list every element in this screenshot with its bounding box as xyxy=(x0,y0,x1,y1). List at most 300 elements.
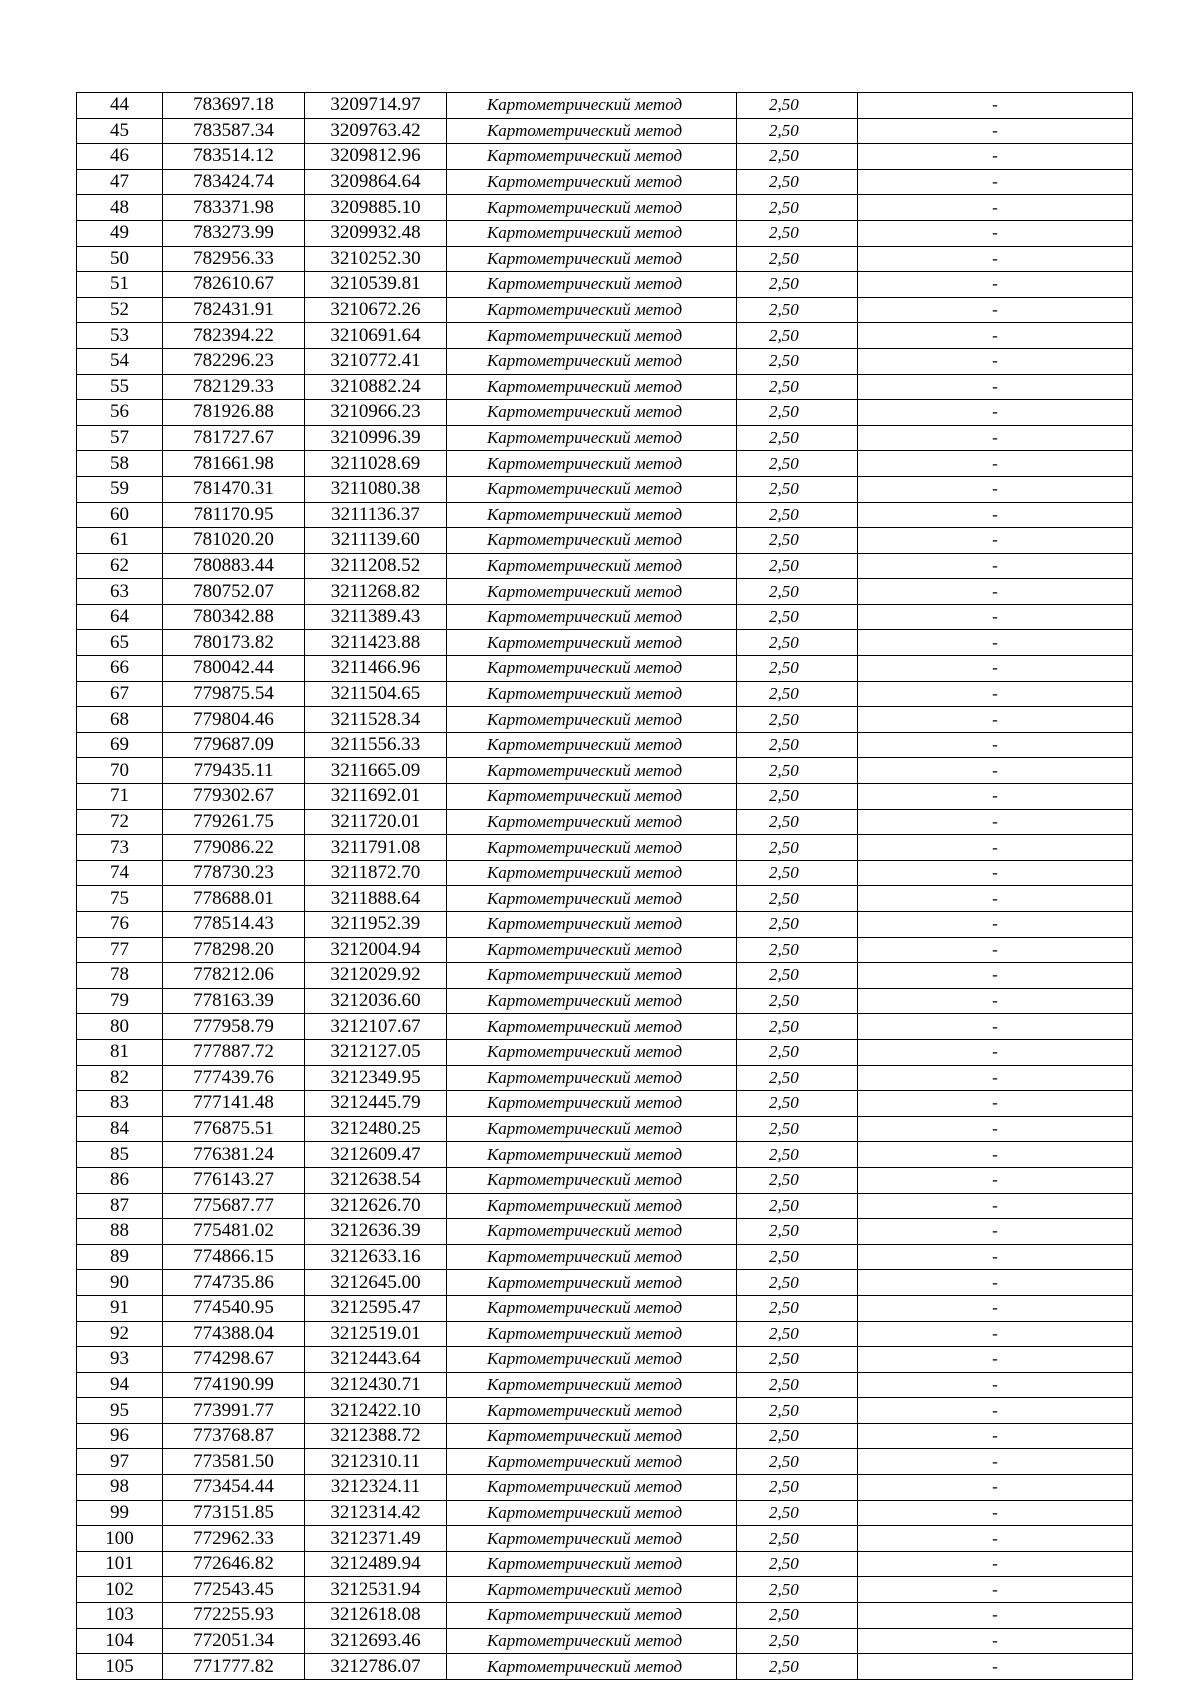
method-cell: Картометрический метод xyxy=(447,348,737,374)
accuracy-cell: 2,50 xyxy=(737,553,858,579)
x-coordinate-cell: 777439.76 xyxy=(163,1065,305,1091)
point-number-cell: 89 xyxy=(77,1244,163,1270)
point-number-cell: 101 xyxy=(77,1551,163,1577)
note-cell: - xyxy=(858,93,1133,119)
note-cell: - xyxy=(858,963,1133,989)
note-cell: - xyxy=(858,732,1133,758)
accuracy-cell: 2,50 xyxy=(737,630,858,656)
note-cell: - xyxy=(858,1423,1133,1449)
y-coordinate-cell: 3212445.79 xyxy=(305,1091,447,1117)
point-number-cell: 76 xyxy=(77,912,163,938)
y-coordinate-cell: 3211028.69 xyxy=(305,451,447,477)
accuracy-cell: 2,50 xyxy=(737,425,858,451)
table-row xyxy=(77,1167,1133,1193)
y-coordinate-cell: 3212430.71 xyxy=(305,1372,447,1398)
point-number-cell: 60 xyxy=(77,502,163,528)
point-number-cell: 45 xyxy=(77,118,163,144)
x-coordinate-cell: 777887.72 xyxy=(163,1039,305,1065)
note-cell: - xyxy=(858,1270,1133,1296)
point-number-cell: 91 xyxy=(77,1295,163,1321)
method-cell: Картометрический метод xyxy=(447,1475,737,1501)
method-cell: Картометрический метод xyxy=(447,528,737,554)
x-coordinate-cell: 778730.23 xyxy=(163,860,305,886)
x-coordinate-cell: 777141.48 xyxy=(163,1091,305,1117)
method-cell: Картометрический метод xyxy=(447,1321,737,1347)
note-cell: - xyxy=(858,1091,1133,1117)
y-coordinate-cell: 3211720.01 xyxy=(305,809,447,835)
y-coordinate-cell: 3211389.43 xyxy=(305,604,447,630)
accuracy-cell: 2,50 xyxy=(737,1244,858,1270)
accuracy-cell: 2,50 xyxy=(737,912,858,938)
note-cell: - xyxy=(858,707,1133,733)
point-number-cell: 82 xyxy=(77,1065,163,1091)
table-row xyxy=(77,118,1133,144)
x-coordinate-cell: 782394.22 xyxy=(163,323,305,349)
method-cell: Картометрический метод xyxy=(447,1039,737,1065)
point-number-cell: 46 xyxy=(77,144,163,170)
x-coordinate-cell: 772543.45 xyxy=(163,1577,305,1603)
method-cell: Картометрический метод xyxy=(447,1423,737,1449)
accuracy-cell: 2,50 xyxy=(737,1270,858,1296)
accuracy-cell: 2,50 xyxy=(737,937,858,963)
note-cell: - xyxy=(858,348,1133,374)
note-cell: - xyxy=(858,1244,1133,1270)
point-number-cell: 56 xyxy=(77,400,163,426)
y-coordinate-cell: 3211139.60 xyxy=(305,528,447,554)
point-number-cell: 57 xyxy=(77,425,163,451)
x-coordinate-cell: 778212.06 xyxy=(163,963,305,989)
note-cell: - xyxy=(858,1398,1133,1424)
point-number-cell: 96 xyxy=(77,1423,163,1449)
method-cell: Картометрический метод xyxy=(447,220,737,246)
note-cell: - xyxy=(858,323,1133,349)
table-row xyxy=(77,1270,1133,1296)
x-coordinate-cell: 782129.33 xyxy=(163,374,305,400)
note-cell: - xyxy=(858,451,1133,477)
note-cell: - xyxy=(858,809,1133,835)
x-coordinate-cell: 779875.54 xyxy=(163,681,305,707)
y-coordinate-cell: 3212422.10 xyxy=(305,1398,447,1424)
accuracy-cell: 2,50 xyxy=(737,1295,858,1321)
table-row xyxy=(77,374,1133,400)
point-number-cell: 92 xyxy=(77,1321,163,1347)
x-coordinate-cell: 782296.23 xyxy=(163,348,305,374)
x-coordinate-cell: 773454.44 xyxy=(163,1475,305,1501)
y-coordinate-cell: 3212645.00 xyxy=(305,1270,447,1296)
accuracy-cell: 2,50 xyxy=(737,1475,858,1501)
x-coordinate-cell: 772646.82 xyxy=(163,1551,305,1577)
note-cell: - xyxy=(858,579,1133,605)
accuracy-cell: 2,50 xyxy=(737,1423,858,1449)
y-coordinate-cell: 3209932.48 xyxy=(305,220,447,246)
note-cell: - xyxy=(858,1167,1133,1193)
y-coordinate-cell: 3211872.70 xyxy=(305,860,447,886)
x-coordinate-cell: 779435.11 xyxy=(163,758,305,784)
table-row xyxy=(77,272,1133,298)
method-cell: Картометрический метод xyxy=(447,835,737,861)
point-number-cell: 87 xyxy=(77,1193,163,1219)
y-coordinate-cell: 3210672.26 xyxy=(305,297,447,323)
y-coordinate-cell: 3211665.09 xyxy=(305,758,447,784)
method-cell: Картометрический метод xyxy=(447,1372,737,1398)
note-cell: - xyxy=(858,1577,1133,1603)
point-number-cell: 47 xyxy=(77,169,163,195)
point-number-cell: 67 xyxy=(77,681,163,707)
point-number-cell: 65 xyxy=(77,630,163,656)
x-coordinate-cell: 773768.87 xyxy=(163,1423,305,1449)
table-row xyxy=(77,1142,1133,1168)
y-coordinate-cell: 3212314.42 xyxy=(305,1500,447,1526)
point-number-cell: 69 xyxy=(77,732,163,758)
note-cell: - xyxy=(858,1065,1133,1091)
y-coordinate-cell: 3212633.16 xyxy=(305,1244,447,1270)
note-cell: - xyxy=(858,656,1133,682)
x-coordinate-cell: 781926.88 xyxy=(163,400,305,426)
table-row xyxy=(77,860,1133,886)
accuracy-cell: 2,50 xyxy=(737,348,858,374)
point-number-cell: 54 xyxy=(77,348,163,374)
y-coordinate-cell: 3211888.64 xyxy=(305,886,447,912)
point-number-cell: 86 xyxy=(77,1167,163,1193)
y-coordinate-cell: 3212310.11 xyxy=(305,1449,447,1475)
x-coordinate-cell: 779086.22 xyxy=(163,835,305,861)
note-cell: - xyxy=(858,886,1133,912)
method-cell: Картометрический метод xyxy=(447,1603,737,1629)
method-cell: Картометрический метод xyxy=(447,93,737,119)
point-number-cell: 48 xyxy=(77,195,163,221)
method-cell: Картометрический метод xyxy=(447,1526,737,1552)
point-number-cell: 73 xyxy=(77,835,163,861)
note-cell: - xyxy=(858,272,1133,298)
accuracy-cell: 2,50 xyxy=(737,809,858,835)
method-cell: Картометрический метод xyxy=(447,400,737,426)
x-coordinate-cell: 776143.27 xyxy=(163,1167,305,1193)
point-number-cell: 77 xyxy=(77,937,163,963)
y-coordinate-cell: 3212489.94 xyxy=(305,1551,447,1577)
accuracy-cell: 2,50 xyxy=(737,323,858,349)
table-row xyxy=(77,220,1133,246)
point-number-cell: 51 xyxy=(77,272,163,298)
y-coordinate-cell: 3212388.72 xyxy=(305,1423,447,1449)
accuracy-cell: 2,50 xyxy=(737,1654,858,1680)
note-cell: - xyxy=(858,144,1133,170)
method-cell: Картометрический метод xyxy=(447,912,737,938)
table-row xyxy=(77,886,1133,912)
accuracy-cell: 2,50 xyxy=(737,400,858,426)
point-number-cell: 62 xyxy=(77,553,163,579)
x-coordinate-cell: 779687.09 xyxy=(163,732,305,758)
note-cell: - xyxy=(858,1475,1133,1501)
accuracy-cell: 2,50 xyxy=(737,1065,858,1091)
coordinates-table xyxy=(76,92,1133,1680)
accuracy-cell: 2,50 xyxy=(737,1372,858,1398)
method-cell: Картометрический метод xyxy=(447,860,737,886)
table-row xyxy=(77,681,1133,707)
accuracy-cell: 2,50 xyxy=(737,656,858,682)
x-coordinate-cell: 780752.07 xyxy=(163,579,305,605)
point-number-cell: 75 xyxy=(77,886,163,912)
accuracy-cell: 2,50 xyxy=(737,1526,858,1552)
y-coordinate-cell: 3212531.94 xyxy=(305,1577,447,1603)
method-cell: Картометрический метод xyxy=(447,1142,737,1168)
x-coordinate-cell: 771777.82 xyxy=(163,1654,305,1680)
point-number-cell: 78 xyxy=(77,963,163,989)
method-cell: Картометрический метод xyxy=(447,1193,737,1219)
method-cell: Картометрический метод xyxy=(447,784,737,810)
accuracy-cell: 2,50 xyxy=(737,1449,858,1475)
table-row xyxy=(77,1603,1133,1629)
note-cell: - xyxy=(858,169,1133,195)
x-coordinate-cell: 773581.50 xyxy=(163,1449,305,1475)
x-coordinate-cell: 781727.67 xyxy=(163,425,305,451)
method-cell: Картометрический метод xyxy=(447,630,737,656)
accuracy-cell: 2,50 xyxy=(737,758,858,784)
accuracy-cell: 2,50 xyxy=(737,93,858,119)
table-row xyxy=(77,630,1133,656)
note-cell: - xyxy=(858,758,1133,784)
table-row xyxy=(77,579,1133,605)
table-row xyxy=(77,1244,1133,1270)
note-cell: - xyxy=(858,374,1133,400)
table-row xyxy=(77,425,1133,451)
point-number-cell: 103 xyxy=(77,1603,163,1629)
method-cell: Картометрический метод xyxy=(447,963,737,989)
method-cell: Картометрический метод xyxy=(447,1347,737,1373)
table-row xyxy=(77,937,1133,963)
table-row xyxy=(77,784,1133,810)
y-coordinate-cell: 3209864.64 xyxy=(305,169,447,195)
point-number-cell: 70 xyxy=(77,758,163,784)
method-cell: Картометрический метод xyxy=(447,604,737,630)
y-coordinate-cell: 3209714.97 xyxy=(305,93,447,119)
x-coordinate-cell: 778688.01 xyxy=(163,886,305,912)
table-row xyxy=(77,1475,1133,1501)
x-coordinate-cell: 780883.44 xyxy=(163,553,305,579)
y-coordinate-cell: 3212618.08 xyxy=(305,1603,447,1629)
method-cell: Картометрический метод xyxy=(447,1654,737,1680)
note-cell: - xyxy=(858,476,1133,502)
y-coordinate-cell: 3209885.10 xyxy=(305,195,447,221)
y-coordinate-cell: 3210772.41 xyxy=(305,348,447,374)
y-coordinate-cell: 3212371.49 xyxy=(305,1526,447,1552)
table-row xyxy=(77,1014,1133,1040)
table-row xyxy=(77,1526,1133,1552)
x-coordinate-cell: 775687.77 xyxy=(163,1193,305,1219)
table-row xyxy=(77,758,1133,784)
method-cell: Картометрический метод xyxy=(447,246,737,272)
note-cell: - xyxy=(858,195,1133,221)
x-coordinate-cell: 780173.82 xyxy=(163,630,305,656)
method-cell: Картометрический метод xyxy=(447,937,737,963)
point-number-cell: 84 xyxy=(77,1116,163,1142)
note-cell: - xyxy=(858,1193,1133,1219)
note-cell: - xyxy=(858,937,1133,963)
y-coordinate-cell: 3212004.94 xyxy=(305,937,447,963)
note-cell: - xyxy=(858,1628,1133,1654)
accuracy-cell: 2,50 xyxy=(737,451,858,477)
note-cell: - xyxy=(858,1116,1133,1142)
x-coordinate-cell: 774190.99 xyxy=(163,1372,305,1398)
method-cell: Картометрический метод xyxy=(447,451,737,477)
accuracy-cell: 2,50 xyxy=(737,144,858,170)
method-cell: Картометрический метод xyxy=(447,272,737,298)
x-coordinate-cell: 778298.20 xyxy=(163,937,305,963)
table-row xyxy=(77,169,1133,195)
point-number-cell: 85 xyxy=(77,1142,163,1168)
point-number-cell: 90 xyxy=(77,1270,163,1296)
method-cell: Картометрический метод xyxy=(447,1244,737,1270)
note-cell: - xyxy=(858,630,1133,656)
y-coordinate-cell: 3211136.37 xyxy=(305,502,447,528)
y-coordinate-cell: 3211423.88 xyxy=(305,630,447,656)
note-cell: - xyxy=(858,400,1133,426)
table-row xyxy=(77,1449,1133,1475)
accuracy-cell: 2,50 xyxy=(737,963,858,989)
point-number-cell: 64 xyxy=(77,604,163,630)
point-number-cell: 59 xyxy=(77,476,163,502)
accuracy-cell: 2,50 xyxy=(737,528,858,554)
point-number-cell: 63 xyxy=(77,579,163,605)
x-coordinate-cell: 782431.91 xyxy=(163,297,305,323)
point-number-cell: 58 xyxy=(77,451,163,477)
note-cell: - xyxy=(858,1219,1133,1245)
note-cell: - xyxy=(858,1603,1133,1629)
accuracy-cell: 2,50 xyxy=(737,1321,858,1347)
x-coordinate-cell: 778514.43 xyxy=(163,912,305,938)
x-coordinate-cell: 774540.95 xyxy=(163,1295,305,1321)
accuracy-cell: 2,50 xyxy=(737,707,858,733)
table-row xyxy=(77,1372,1133,1398)
accuracy-cell: 2,50 xyxy=(737,1398,858,1424)
x-coordinate-cell: 773991.77 xyxy=(163,1398,305,1424)
accuracy-cell: 2,50 xyxy=(737,1014,858,1040)
note-cell: - xyxy=(858,912,1133,938)
x-coordinate-cell: 777958.79 xyxy=(163,1014,305,1040)
accuracy-cell: 2,50 xyxy=(737,1116,858,1142)
point-number-cell: 93 xyxy=(77,1347,163,1373)
note-cell: - xyxy=(858,1321,1133,1347)
y-coordinate-cell: 3212786.07 xyxy=(305,1654,447,1680)
accuracy-cell: 2,50 xyxy=(737,1039,858,1065)
method-cell: Картометрический метод xyxy=(447,1398,737,1424)
y-coordinate-cell: 3211504.65 xyxy=(305,681,447,707)
table-row xyxy=(77,1295,1133,1321)
x-coordinate-cell: 780342.88 xyxy=(163,604,305,630)
point-number-cell: 94 xyxy=(77,1372,163,1398)
method-cell: Картометрический метод xyxy=(447,758,737,784)
accuracy-cell: 2,50 xyxy=(737,784,858,810)
coordinates-table-body xyxy=(77,93,1133,1680)
x-coordinate-cell: 772255.93 xyxy=(163,1603,305,1629)
x-coordinate-cell: 778163.39 xyxy=(163,988,305,1014)
y-coordinate-cell: 3212638.54 xyxy=(305,1167,447,1193)
point-number-cell: 79 xyxy=(77,988,163,1014)
y-coordinate-cell: 3212693.46 xyxy=(305,1628,447,1654)
y-coordinate-cell: 3212107.67 xyxy=(305,1014,447,1040)
x-coordinate-cell: 782956.33 xyxy=(163,246,305,272)
accuracy-cell: 2,50 xyxy=(737,1577,858,1603)
method-cell: Картометрический метод xyxy=(447,656,737,682)
note-cell: - xyxy=(858,425,1133,451)
table-row xyxy=(77,1577,1133,1603)
method-cell: Картометрический метод xyxy=(447,118,737,144)
note-cell: - xyxy=(858,1526,1133,1552)
table-row xyxy=(77,1398,1133,1424)
x-coordinate-cell: 782610.67 xyxy=(163,272,305,298)
accuracy-cell: 2,50 xyxy=(737,579,858,605)
point-number-cell: 68 xyxy=(77,707,163,733)
table-row xyxy=(77,1423,1133,1449)
table-row xyxy=(77,502,1133,528)
accuracy-cell: 2,50 xyxy=(737,195,858,221)
y-coordinate-cell: 3210882.24 xyxy=(305,374,447,400)
accuracy-cell: 2,50 xyxy=(737,1603,858,1629)
note-cell: - xyxy=(858,784,1133,810)
note-cell: - xyxy=(858,1372,1133,1398)
x-coordinate-cell: 774866.15 xyxy=(163,1244,305,1270)
method-cell: Картометрический метод xyxy=(447,297,737,323)
accuracy-cell: 2,50 xyxy=(737,988,858,1014)
y-coordinate-cell: 3211791.08 xyxy=(305,835,447,861)
table-row xyxy=(77,1500,1133,1526)
accuracy-cell: 2,50 xyxy=(737,860,858,886)
point-number-cell: 53 xyxy=(77,323,163,349)
accuracy-cell: 2,50 xyxy=(737,1167,858,1193)
accuracy-cell: 2,50 xyxy=(737,1193,858,1219)
y-coordinate-cell: 3212036.60 xyxy=(305,988,447,1014)
table-row xyxy=(77,1091,1133,1117)
note-cell: - xyxy=(858,1347,1133,1373)
point-number-cell: 66 xyxy=(77,656,163,682)
x-coordinate-cell: 775481.02 xyxy=(163,1219,305,1245)
x-coordinate-cell: 772051.34 xyxy=(163,1628,305,1654)
x-coordinate-cell: 776875.51 xyxy=(163,1116,305,1142)
table-row xyxy=(77,912,1133,938)
y-coordinate-cell: 3210539.81 xyxy=(305,272,447,298)
method-cell: Картометрический метод xyxy=(447,1577,737,1603)
method-cell: Картометрический метод xyxy=(447,553,737,579)
method-cell: Картометрический метод xyxy=(447,1116,737,1142)
note-cell: - xyxy=(858,988,1133,1014)
x-coordinate-cell: 774298.67 xyxy=(163,1347,305,1373)
table-row xyxy=(77,1628,1133,1654)
accuracy-cell: 2,50 xyxy=(737,732,858,758)
method-cell: Картометрический метод xyxy=(447,1014,737,1040)
method-cell: Картометрический метод xyxy=(447,323,737,349)
x-coordinate-cell: 781470.31 xyxy=(163,476,305,502)
accuracy-cell: 2,50 xyxy=(737,1219,858,1245)
method-cell: Картометрический метод xyxy=(447,425,737,451)
y-coordinate-cell: 3212480.25 xyxy=(305,1116,447,1142)
y-coordinate-cell: 3211080.38 xyxy=(305,476,447,502)
x-coordinate-cell: 783697.18 xyxy=(163,93,305,119)
accuracy-cell: 2,50 xyxy=(737,604,858,630)
y-coordinate-cell: 3212029.92 xyxy=(305,963,447,989)
point-number-cell: 61 xyxy=(77,528,163,554)
note-cell: - xyxy=(858,1014,1133,1040)
y-coordinate-cell: 3212519.01 xyxy=(305,1321,447,1347)
table-row xyxy=(77,400,1133,426)
point-number-cell: 83 xyxy=(77,1091,163,1117)
method-cell: Картометрический метод xyxy=(447,195,737,221)
x-coordinate-cell: 773151.85 xyxy=(163,1500,305,1526)
table-row xyxy=(77,656,1133,682)
method-cell: Картометрический метод xyxy=(447,809,737,835)
accuracy-cell: 2,50 xyxy=(737,1091,858,1117)
table-row xyxy=(77,553,1133,579)
accuracy-cell: 2,50 xyxy=(737,476,858,502)
x-coordinate-cell: 779804.46 xyxy=(163,707,305,733)
